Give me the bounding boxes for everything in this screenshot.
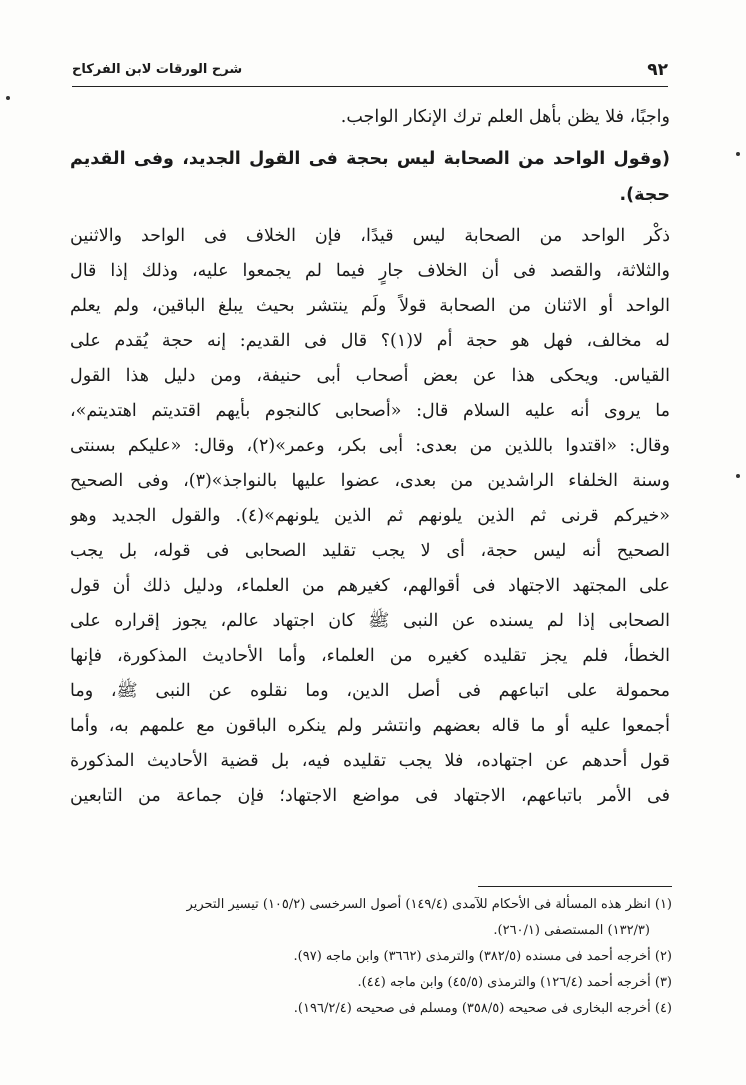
footnote-4: (٤) أخرجه البخارى فى صحيحه (٣٥٨/٥) ومسلم فى صحيحه (١٩٦/٢/٤). xyxy=(293,1001,672,1016)
page-number: ٩٢ xyxy=(647,60,668,80)
text-line: الخطأ، فلم يجز تقليده كغيره من العلماء، وأما الأحاديث المذكورة، فإنها xyxy=(70,646,670,666)
footnotes xyxy=(70,892,672,1022)
text-line: وقال: «اقتدوا باللذين من بعدى: أبى بكر، وعمر»(٢)، وقال: «عليكم بسنتى xyxy=(70,436,670,456)
running-title: شرح الورقات لابن الفركاح xyxy=(72,62,243,77)
footnote-2: (٢) أخرجه أحمد فى مسنده (٣٨٢/٥) والترمذى (٣٦٦٢) وابن ماجه (٩٧). xyxy=(293,949,672,964)
page-header xyxy=(72,58,668,87)
margin-mark xyxy=(736,474,740,478)
footnote-3: (٣) أخرجه أحمد (١٢٦/٤) والترمذى (٤٥/٥) وابن ماجه (٤٤). xyxy=(357,975,672,990)
text-line: «خيركم قرنى ثم الذين يلونهم ثم الذين يلونهم»(٤). والقول الجديد وهو xyxy=(70,506,670,526)
text-line: وسنة الخلفاء الراشدين من بعدى، عضوا عليها بالنواجذ»(٣)، وفى الصحيح xyxy=(70,471,670,491)
section-heading-line: (وقول الواحد من الصحابة ليس بحجة فى القول الجديد، وفى القديم xyxy=(70,149,670,169)
text-line: الصحابى إذا لم يسنده عن النبى ﷺ كان اجتهاد عالم، يجوز إقراره على xyxy=(70,611,670,631)
margin-mark xyxy=(6,96,10,100)
text-line: ما يروى أنه عليه السلام قال: «أصحابى كالنجوم بأيهم اقتديتم اهتديتم»، xyxy=(70,401,670,421)
text-line: أجمعوا عليه أو ما قاله بعضهم وانتشر ولم ينكره الباقون مع علمهم به، وأما xyxy=(70,716,670,736)
text-line: فى الأمر باتباعهم، الاجتهاد فى مواضع الاجتهاد؛ فإن جماعة من التابعين xyxy=(70,786,670,806)
footnote-1: (١) انظر هذه المسألة فى الأحكام للآمدى (١٤٩/٤) أصول السرخسى (١٠٥/٢) تيسير التحرير xyxy=(186,897,672,912)
text-line: قول أحدهم عن اجتهاده، فلا يجب تقليده فيه، بل قضية الأحاديث المذكورة xyxy=(70,751,670,771)
footnote-divider xyxy=(478,886,672,887)
text-line: القياس. ويحكى هذا عن بعض أصحاب أبى حنيفة، ومن دليل هذا القول xyxy=(70,366,670,386)
main-text xyxy=(70,100,670,814)
text-line: واجبًا، فلا يظن بأهل العلم ترك الإنكار الواجب. xyxy=(340,107,670,127)
text-line: والثلاثة، والقصد فى أن الخلاف جارٍ فيما لم يجمعوا عليه، وذلك إذا قال xyxy=(70,261,670,281)
section-heading-line: حجة). xyxy=(619,185,670,205)
footnote-1-continued: (١٣٢/٣) المستصفى (٢٦٠/١). xyxy=(493,923,650,938)
text-line: ذكْر الواحد من الصحابة ليس قيدًا، فإن الخلاف فى الواحد والاثنين xyxy=(70,226,670,246)
text-line: له مخالف، فهل هو حجة أم لا(١)؟ قال فى القديم: إنه حجة يُقدم على xyxy=(70,331,670,351)
text-line: الصحيح أنه ليس حجة، أى لا يجب تقليد الصحابى فى قوله، بل يجب xyxy=(70,541,670,561)
text-line: محمولة على اتباعهم فى أصل الدين، وما نقلوه عن النبى ﷺ، وما xyxy=(70,681,670,701)
text-line: الواحد أو الاثنان من الصحابة قولاً ولَم ينتشر بحيث يبلغ الباقين، ولم يعلم xyxy=(70,296,670,316)
margin-mark xyxy=(736,152,740,156)
text-line: على المجتهد الاجتهاد فى أقوالهم، كغيرهم من العلماء، ودليل ذلك أن قول xyxy=(70,576,670,596)
